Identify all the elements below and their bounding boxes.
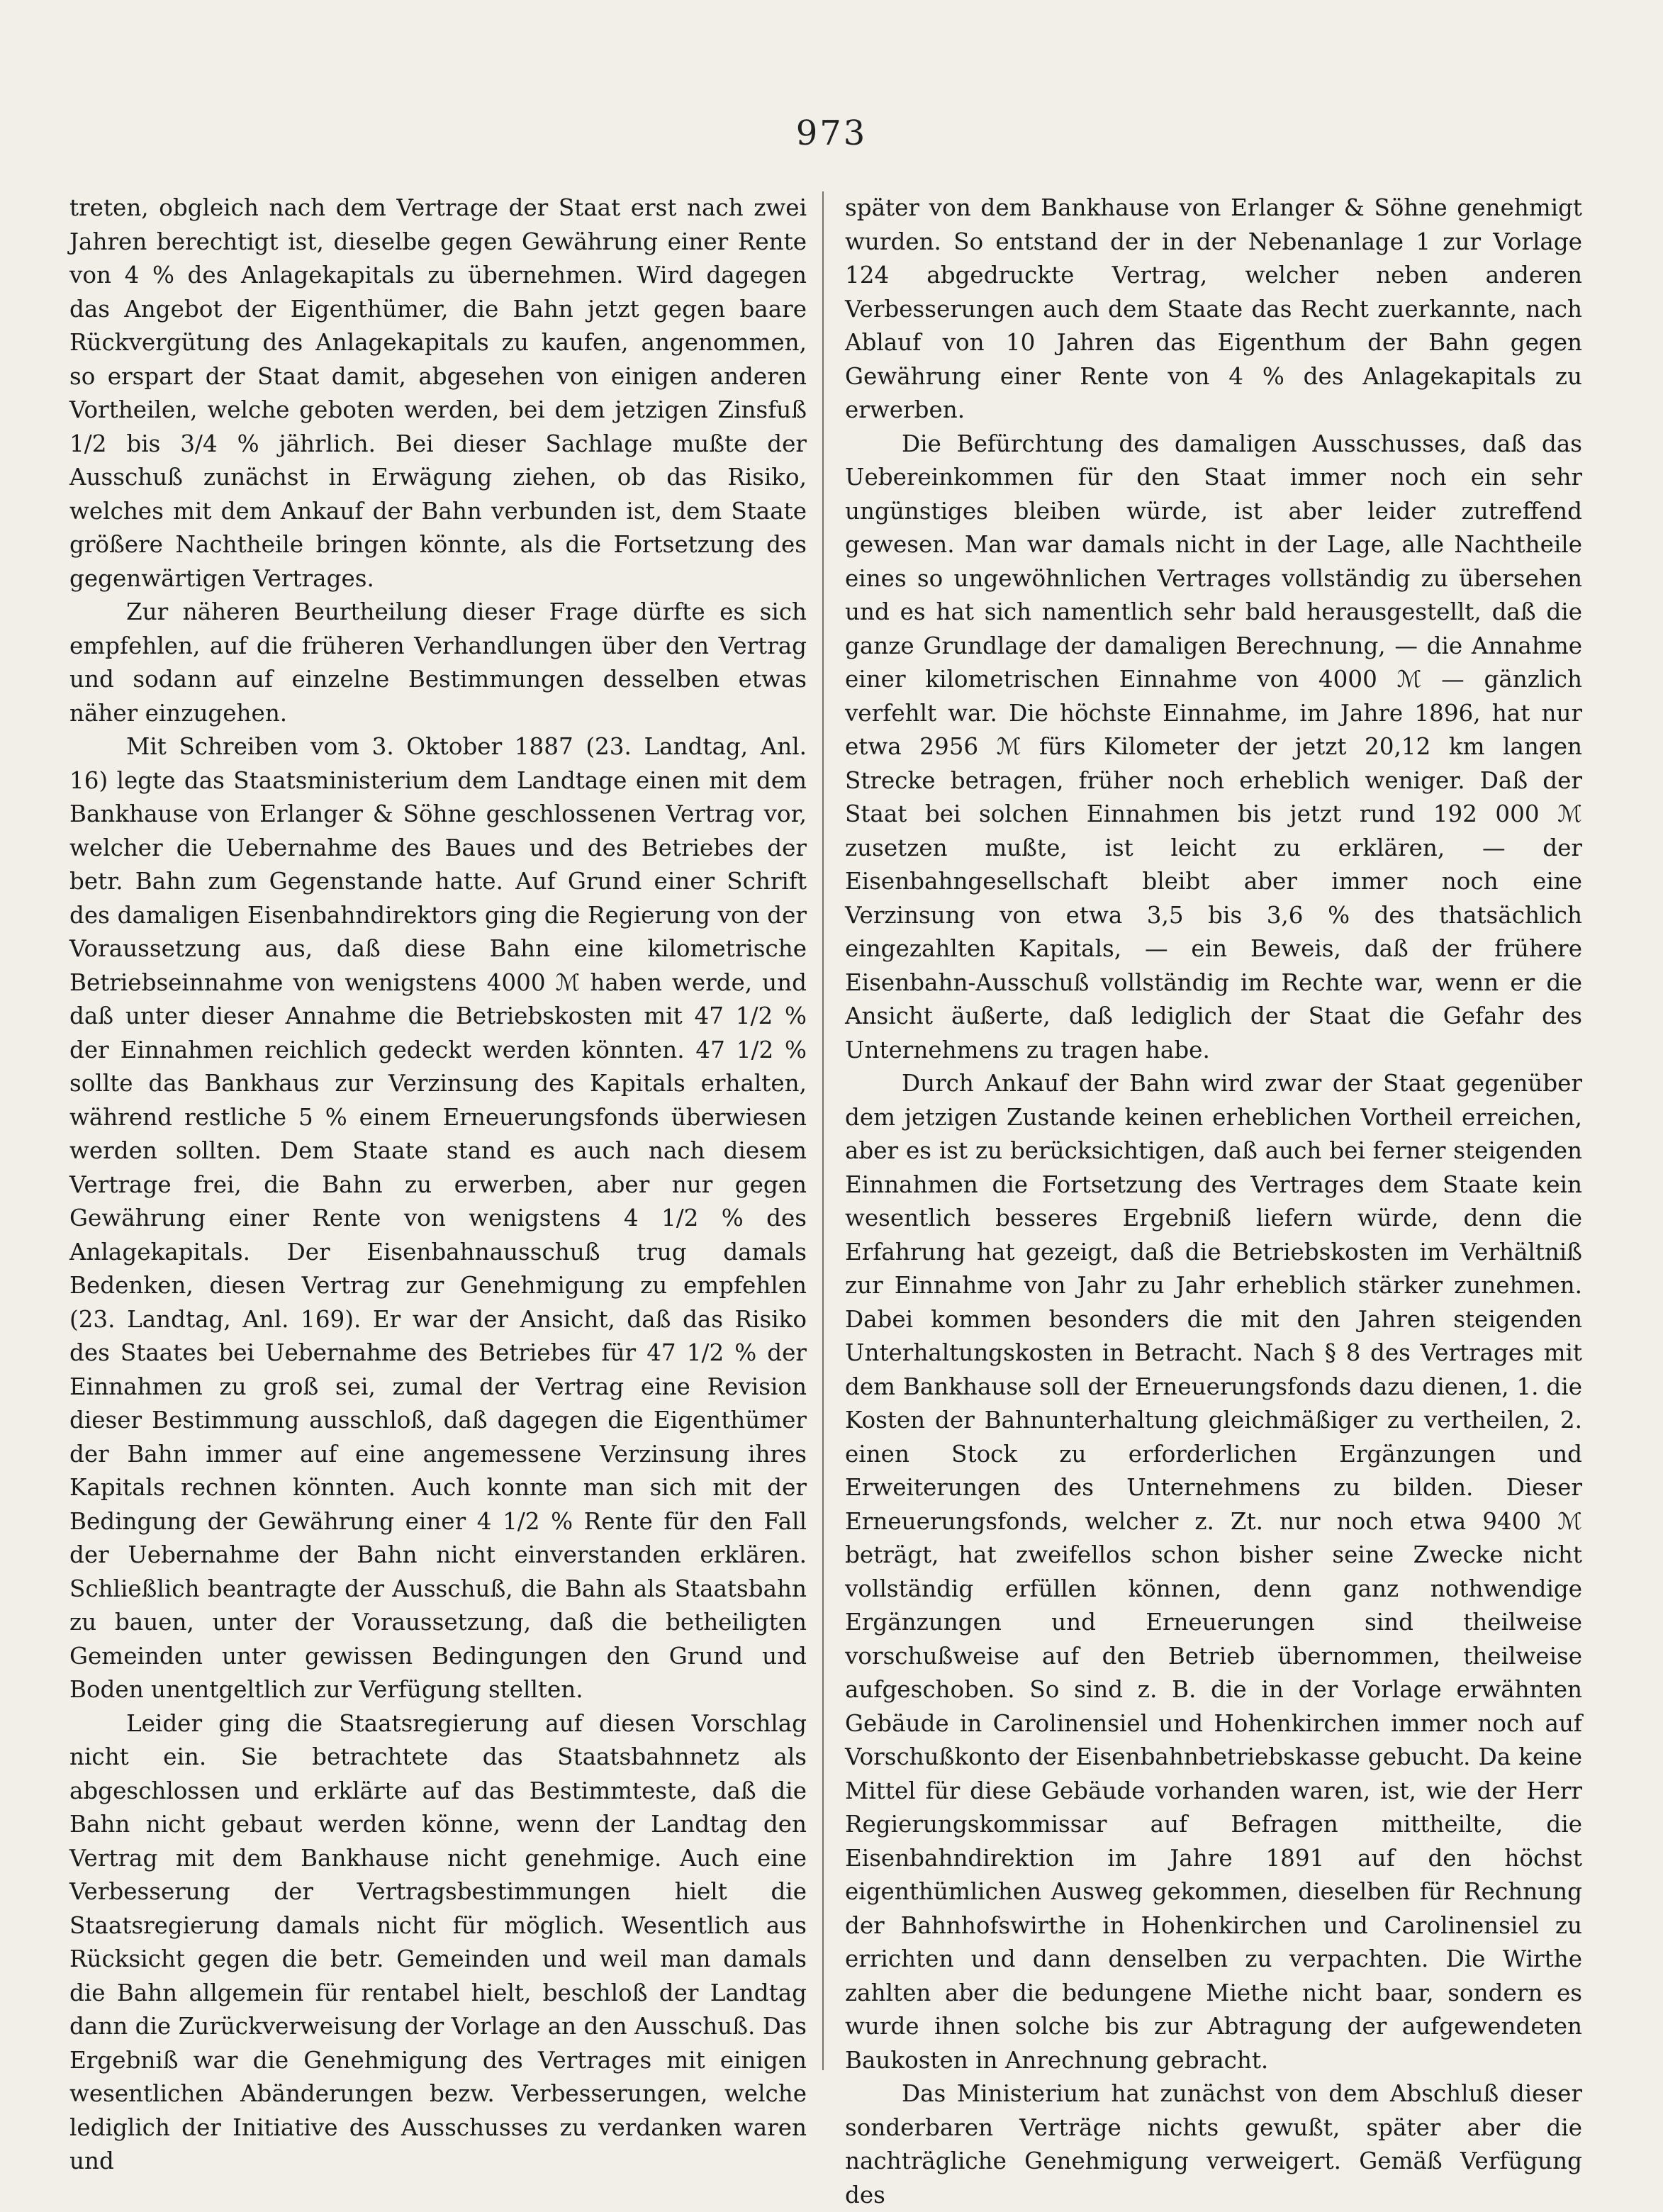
paragraph: Die Befürchtung des damaligen Ausschusses, daß das Uebereinkommen für den Staat immer noch ein sehr ungünstiges bleiben würde, ist aber leider zutreffend gewesen. Man war damals nicht in der Lage, alle Nachtheile eines so ungewöhnlichen Vertrages vollständig zu übersehen und es hat sich namentlich sehr bald herausgestellt, daß die ganze Grundlage der damaligen Berechnung, — die Annahme einer kilometrischen Einnahme von 4000 ℳ — gänzlich verfehlt war. Die höchste Einnahme, im Jahre 1896, hat nur etwa 2956 ℳ fürs Kilometer der jetzt 20,12 km langen Strecke betragen, früher noch erheblich weniger. Daß der Staat bei solchen Einnahmen bis jetzt rund 192 000 ℳ zusetzen mußte, ist leicht zu erklären, — der Eisenbahngesellschaft bleibt aber immer noch eine Verzinsung von etwa 3,5 bis 3,6 % des thatsächlich eingezahlten Kapitals, — ein Beweis, daß der frühere Eisenbahn-Ausschuß vollständig im Rechte war, wenn er die Ansicht äußerte, daß lediglich der Staat die Gefahr des Unternehmens zu tragen habe. — [845, 430, 1582, 1063]
paragraph: Durch Ankauf der Bahn wird zwar der Staat gegenüber dem jetzigen Zustande keinen erheblichen Vortheil erreichen, aber es ist zu berücksichtigen, daß auch bei ferner steigenden Einnahmen die Fortsetzung des Vertrages dem Staate kein wesentlich besseres Ergebniß liefern würde, denn die Erfahrung hat gezeigt, daß die Betriebskosten im Verhältniß zur Einnahme von Jahr zu Jahr erheblich stärker zunehmen. Dabei kommen besonders die mit den Jahren steigenden Unterhaltungskosten in Betracht. Nach § 8 des Vertrages mit dem Bankhause soll der Erneuerungsfonds dazu dienen, 1. die Kosten der Bahnunterhaltung gleichmäßiger zu vertheilen, 2. einen Stock zu erforderlichen Ergänzungen und Erweiterungen des Unternehmens zu bilden. Dieser Erneuerungsfonds, welcher z. Zt. nur noch etwa 9400 ℳ beträgt, hat zweifellos schon bisher seine Zwecke nicht vollständig erfüllen können, denn ganz nothwendige Ergänzungen und Erneuerungen sind theilweise vorschußweise auf den Betrieb übernommen, theilweise aufgeschoben. So sind z. B. die in der Vorlage erwähnten Gebäude in Carolinensiel und Hohenkirchen immer noch auf Vorschußkonto der Eisenbahnbetriebskasse gebucht. Da keine Mittel für diese Gebäude vorhanden waren, ist, wie der Herr Regierungskommissar auf Befragen mittheilte, die Eisenbahndirektion im Jahre 1891 auf den höchst eigenthümlichen Ausweg gekommen, dieselben für Rechnung der Bahnhofswirthe in Hohenkirchen und Carolinensiel zu errichten und dann denselben zu verpachten. Die Wirthe zahlten aber die bedungene Miethe nicht baar, sondern es wurde ihnen solche bis zur Abtragung der aufgewendeten Baukosten in Anrechnung gebracht. — [845, 1070, 1582, 2074]
page-number: 973 — [795, 113, 868, 153]
right-column — [845, 191, 1582, 2212]
paragraph: Zur näheren Beurtheilung dieser Frage dürfte es sich empfehlen, auf die früheren Verhandlungen über den Vertrag und sodann auf einzelne Bestimmungen desselben etwas näher einzugehen. — [69, 598, 807, 727]
paragraph: Das Ministerium hat zunächst von dem Abschluß dieser sonderbaren Verträge nichts gewußt, später aber die nachträgliche Genehmigung verweigert. Gemäß Verfügung des — [845, 2080, 1582, 2208]
paragraph: Mit Schreiben vom 3. Oktober 1887 (23. Landtag, Anl. 16) legte das Staatsministerium dem Landtage einen mit dem Bankhause von Erlanger & Söhne geschlossenen Vertrag vor, welcher die Uebernahme des Baues und des Betriebes der betr. Bahn zum Gegenstande hatte. Auf Grund einer Schrift des damaligen Eisenbahndirektors ging die Regierung von der Voraussetzung aus, daß diese Bahn eine kilometrische Betriebseinnahme von wenigstens 4000 ℳ haben werde, und daß unter dieser Annahme die Betriebskosten mit 47 1/2 % der Einnahmen reichlich gedeckt werden könnten. 47 1/2 % sollte das Bankhaus zur Verzinsung des Kapitals erhalten, während restliche 5 % einem Erneuerungsfonds überwiesen werden sollten. Dem Staate stand es auch nach diesem Vertrage frei, die Bahn zu erwerben, aber nur gegen Gewährung einer Rente von wenigstens 4 1/2 % des Anlagekapitals. Der Eisenbahnausschuß trug damals Bedenken, diesen Vertrag zur Genehmigung zu empfehlen (23. Landtag, Anl. 169). Er war der Ansicht, daß das Risiko des Staates bei Uebernahme des Betriebes für 47 1/2 % der Einnahmen zu groß sei, zumal der Vertrag eine Revision dieser Bestimmung ausschloß, daß dagegen die Eigenthümer der Bahn immer auf eine angemessene Verzinsung ihres Kapitals rechnen könnten. Auch konnte man sich mit der Bedingung der Gewährung einer 4 1/2 % Rente für den Fall der Uebernahme der Bahn nicht einverstanden erklären. Schließlich beantragte der Ausschuß, die Bahn als Staatsbahn zu bauen, unter der Voraussetzung, daß die betheiligten Gemeinden unter gewissen Bedingungen den Grund und Boden unentgeltlich zur Verfügung stellten. — [69, 733, 807, 1703]
paragraph: Leider ging die Staatsregierung auf diesen Vorschlag nicht ein. Sie betrachtete das Staatsbahnnetz als abgeschlossen und erklärte auf das Bestimmteste, daß die Bahn nicht gebaut werden könne, wenn der Landtag den Vertrag mit dem Bankhause nicht genehmige. Auch eine Verbesserung der Vertragsbestimmungen hielt die Staatsregierung damals nicht für möglich. Wesentlich aus Rücksicht gegen die betr. Gemeinden und weil man damals die Bahn allgemein für rentabel hielt, beschloß der Landtag dann die Zurückverweisung der Vorlage an den Ausschuß. Das Ergebniß war die Genehmigung des Vertrages mit einigen wesentlichen Abänderungen bezw. Verbesserungen, welche lediglich der Initiative des Ausschusses zu verdanken waren und — [69, 1709, 807, 2174]
paragraph: später von dem Bankhause von Erlanger & Söhne genehmigt wurden. So entstand der in der Nebenanlage 1 zur Vorlage 124 abgedruckte Vertrag, welcher neben anderen Verbesserungen auch dem Staate das Recht zuerkannte, nach Ablauf von 10 Jahren das Eigenthum der Bahn gegen Gewährung einer Rente von 4 % des Anlagekapitals zu erwerben. — [845, 194, 1582, 423]
left-column — [69, 191, 807, 2179]
paragraph: treten, obgleich nach dem Vertrage der Staat erst nach zwei Jahren berechtigt ist, dieselbe gegen Gewährung einer Rente von 4 % des Anlagekapitals zu übernehmen. Wird dagegen das Angebot der Eigenthümer, die Bahn jetzt gegen baare Rückvergütung des Anlagekapitals zu kaufen, angenommen, so erspart der Staat damit, abgesehen von einigen anderen Vortheilen, welche geboten werden, bei dem jetzigen Zinsfuß 1/2 bis 3/4 % jährlich. Bei dieser Sachlage mußte der Ausschuß zunächst in Erwägung ziehen, ob das Risiko, welches mit dem Ankauf der Bahn verbunden ist, dem Staate größere Nachtheile bringen könnte, als die Fortsetzung des gegenwärtigen Vertrages. — [69, 194, 807, 592]
column-divider — [822, 191, 824, 2070]
